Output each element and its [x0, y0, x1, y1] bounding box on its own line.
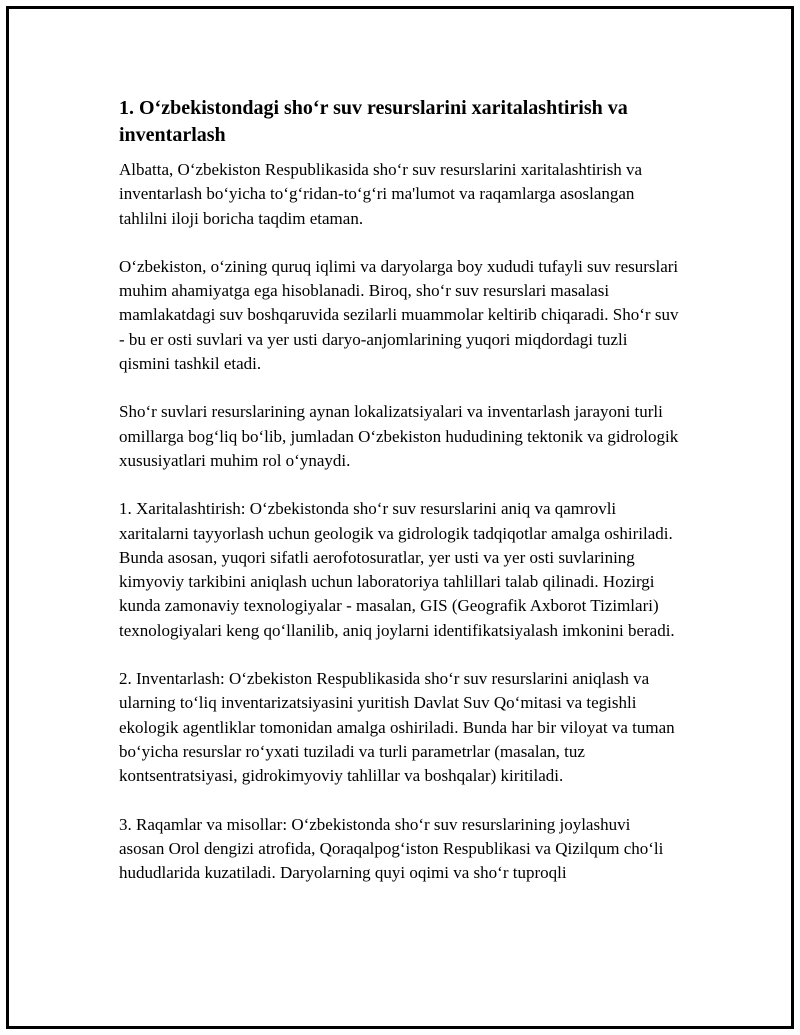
section-heading: 1. O‘zbekistondagi sho‘r suv resurslarini xaritalashtirish va inventarlash: [119, 97, 628, 146]
document-body: [119, 95, 679, 909]
paragraph-mapping: 1. Xaritalashtirish: O‘zbekistonda sho‘r suv resurslarini aniq va qamrovli xaritalarni tayyorlash uchun geologik va gidrologik tadqiqotlar amalga oshiriladi. Bunda asosan, yuqori sifatli aerofotosuratlar, yer usti va yer osti suvlarining kimyoviy tarkibini aniqlash uchun laboratoriya tahlillari talab qilinadi. Hozirgi kunda zamonaviy texnologiyalar - masalan, GIS (Geografik Axborot Tizimlari) texnologiyalari keng qo‘llanilib, aniq joylarni identifikatsiyalash imkonini beradi.: [119, 499, 675, 640]
paragraph-intro: Albatta, O‘zbekiston Respublikasida sho‘r suv resurslarini xaritalashtirish va inventarlash bo‘yicha to‘g‘ridan-to‘g‘ri ma'lumot va raqamlarga asoslangan tahlilni iloji boricha taqdim etaman.: [119, 160, 643, 228]
paragraph-figures: 3. Raqamlar va misollar: O‘zbekistonda sho‘r suv resurslarining joylashuvi asosan Orol dengizi atrofida, Qoraqalpog‘iston Respublikasi va Qizilqum cho‘li hududlarida kuzatiladi. Daryolarning quyi oqimi va sho‘r tuproqli: [119, 814, 664, 883]
paragraph-overview: O‘zbekiston, o‘zining quruq iqlimi va daryolarga boy xududi tufayli suv resurslari muhim ahamiyatga ega hisoblanadi. Biroq, sho‘r suv resurslari masalasi mamlakatdagi suv boshqaruvida sezilarli muammolar keltirib chiqaradi. Sho‘r suv - bu er osti suvlari va yer usti daryo-anjomlarining yuqori miqdordagi tuzli qismini tashkil etadi.: [119, 256, 679, 374]
page-frame: [6, 6, 794, 1029]
paragraph-inventory: 2. Inventarlash: O‘zbekiston Respublikasida sho‘r suv resurslarini aniqlash va ularning to‘liq inventarizatsiyasini yuritish Davlat Suv Qo‘mitasi va tegishli ekologik agentliklar tomonidan amalga oshiriladi. Bunda har bir viloyat va tuman bo‘yicha resurslar ro‘yxati tuziladi va turli parametrlar (masalan, tuz kontsentratsiyasi, gidrokimyoviy tahlillar va boshqalar) kiritiladi.: [119, 669, 675, 786]
paragraph-factors: Sho‘r suvlari resurslarining aynan lokalizatsiyalari va inventarlash jarayoni turli omillarga bog‘liq bo‘lib, jumladan O‘zbekiston hududining tektonik va gidrologik xususiyatlari muhim rol o‘ynaydi.: [119, 402, 679, 470]
